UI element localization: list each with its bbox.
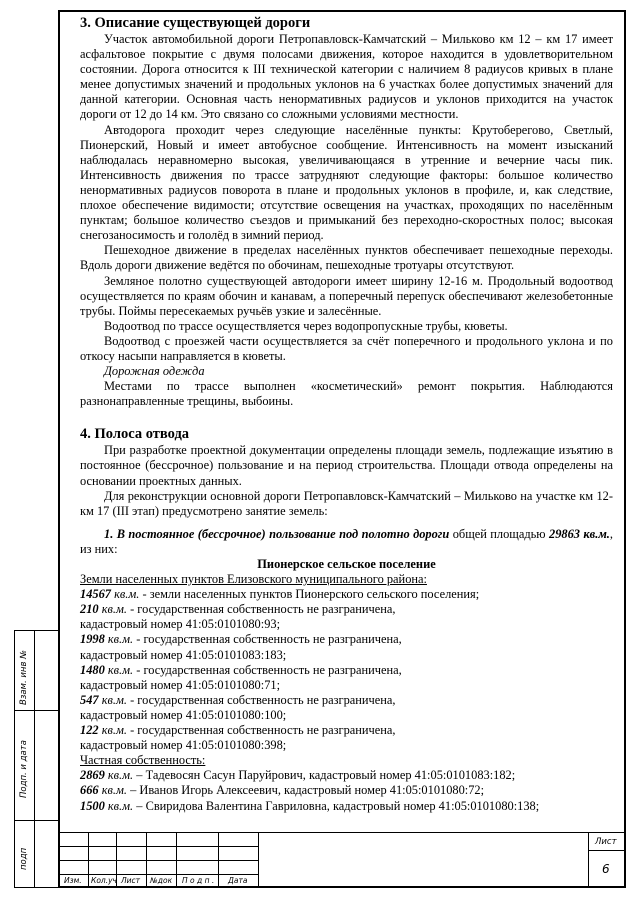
land-entry-unit: кв.м.	[98, 602, 127, 617]
land-entry-text: - земли населенных пунктов Пионерского сельского поселения;	[139, 587, 480, 602]
private-entry-text: – Свиридова Валентина Гавриловна, кадастровый номер 41:05:0101080:138;	[133, 798, 540, 813]
land-entry-area: 210	[80, 602, 99, 617]
stamp-podp: П о д п .	[182, 876, 215, 885]
land-entry-text: - государственная собственность не разграничена,	[133, 662, 402, 677]
private-entry-unit: кв.м.	[98, 783, 127, 798]
section-4-heading: 4. Полоса отвода	[80, 426, 190, 443]
podp-label: подп	[19, 847, 29, 870]
private-entries-list	[80, 768, 613, 813]
paragraph: Пешеходное движение в пределах населённых пунктов обеспечивает пешеходные переходы. Вдоль дороги движение ведётся по обочинам, пешеходные тротуары отсутствуют.	[80, 243, 613, 273]
land-entry-unit: кв.м.	[110, 587, 140, 602]
land-entry-text: - государственная собственность не разграничена,	[126, 723, 396, 738]
private-entry-text: – Тадевосян Сасун Паруйрович, кадастровый номер 41:05:0101083:182;	[133, 768, 516, 783]
land-entry-text: - государственная собственность не разграничена,	[126, 692, 396, 707]
land-entry-area: 547	[80, 692, 99, 707]
land-entry-cadastral: кадастровый номер 41:05:0101080:93;	[80, 617, 281, 632]
stamp-data: Дата	[228, 876, 248, 885]
land-entry	[80, 632, 613, 647]
land-entries-list	[80, 587, 613, 753]
stamp-ndok: №док	[150, 876, 173, 885]
title-block	[58, 832, 626, 888]
stamp-koluch: Кол.уч	[91, 876, 117, 885]
land-entry-unit: кв.м.	[104, 632, 134, 647]
paragraph: Автодорога проходит через следующие населённые пункты: Крутоберегово, Светлый, Пионерский, Новый и имеет автобусное сообщение. Интенсивность на момент изысканий наблюдалась неравномерно высокая, увеличивающаяся в утренние и вечерние часы пик. Интенсивность движения по трассе затрудняют следующие факторы: большое количество ненормативных радиусов поворота в плане и продольных уклонов в профиле, и, как следствие, плохое обеспечение видимости; отсутствие освещения на участках, проходящих по населённым пунктам; большое количество съездов и примыканий без переходно-скоростных полос; высокая снегозаносимость и гололёд в зимний период.	[80, 122, 613, 243]
subheading-road-surface: Дорожная одежда	[104, 364, 205, 379]
settlement-title: Пионерское сельское поселение	[257, 557, 436, 571]
item-1: 1. В постоянное (бессрочное) пользование под полотно дороги общей площадью 29863 кв.м., из них:	[80, 526, 614, 556]
land-entry-area: 1998	[80, 632, 105, 647]
private-entry-area: 2869	[80, 768, 105, 783]
paragraph: Местами по трассе выполнен «косметический» ремонт покрытия. Наблюдаются разнонаправленные трещины, выбоины.	[80, 379, 613, 409]
stamp-list: Лист	[121, 876, 141, 885]
margin-strip	[14, 630, 58, 888]
private-entry	[80, 768, 613, 783]
paragraph: Водоотвод с проезжей части осуществляется за счёт поперечного и продольного уклона и по откосу насыпи направляется в кюветы.	[80, 333, 613, 363]
lands-heading: Земли населенных пунктов Елизовского муниципального района:	[80, 572, 427, 587]
sheet-label: Лист	[595, 837, 617, 847]
item-1-area: 29863 кв.м.	[549, 526, 610, 541]
land-entry-text: - государственная собственность не разграничена,	[133, 632, 402, 647]
private-entry	[80, 799, 613, 814]
section-3-heading: 3. Описание существующей дороги	[80, 15, 311, 31]
private-entry-text: – Иванов Игорь Алексеевич, кадастровый номер 41:05:0101080:72;	[126, 783, 485, 798]
private-entry-unit: кв.м.	[104, 768, 134, 783]
land-entry	[80, 723, 613, 738]
land-entry-cadastral: кадастровый номер 41:05:0101080:71;	[80, 677, 281, 692]
land-entry-cadastral: кадастровый номер 41:05:0101083:183;	[80, 647, 287, 662]
land-entry-area: 14567	[80, 587, 111, 602]
land-entry-cadastral: кадастровый номер 41:05:0101080:100;	[80, 707, 287, 722]
sheet-number: 6	[602, 862, 610, 876]
land-entry-area: 122	[80, 723, 99, 738]
document-body	[80, 14, 613, 814]
land-entry	[80, 693, 613, 708]
land-entry-area: 1480	[80, 662, 105, 677]
sign-date-label: Подп. и дата	[19, 740, 29, 798]
item-1-title: 1. В постоянное (бессрочное) пользование под полотно дороги	[104, 526, 450, 541]
land-entry-cadastral: кадастровый номер 41:05:0101080:398;	[80, 738, 287, 753]
paragraph: Для реконструкции основной дороги Петропавловск-Камчатский – Мильково на участке км 12-км 17 (III этап) предусмотрено занятие земель:	[80, 488, 613, 518]
inv-number-label: Взам. инв №	[19, 649, 29, 705]
land-entry-unit: кв.м.	[98, 692, 127, 707]
land-entry	[80, 602, 613, 617]
paragraph: Земляное полотно существующей автодороги имеет ширину 12-16 м. Продольный водоотвод осуществляется по краям обочин и канавам, а поперечный перепуск обеспечивают железобетонные трубы. Поймы пересекаемых ручьёв узкие и залесённые.	[80, 273, 613, 318]
private-entry	[80, 783, 613, 798]
paragraph: Водоотвод по трассе осуществляется через водопропускные трубы, кюветы.	[104, 318, 508, 333]
private-entry-area: 1500	[80, 798, 105, 813]
stamp-izm: Изм.	[64, 876, 82, 885]
land-entry-text: - государственная собственность не разграничена,	[126, 602, 396, 617]
paragraph: При разработке проектной документации определены площади земель, подлежащие изъятию в постоянное (бессрочное) пользование и на период строительства. Площади отвода определены на основании проектных данных.	[80, 443, 613, 488]
land-entry-unit: кв.м.	[104, 662, 134, 677]
land-entry	[80, 587, 613, 602]
private-entry-area: 666	[80, 783, 99, 798]
land-entry	[80, 663, 613, 678]
paragraph: Участок автомобильной дороги Петропавловск-Камчатский – Мильково км 12 – км 17 имеет асфальтовое покрытие с двумя полосами движения, которое находится в удовлетворительном состоянии. Дорога относится к III технической категории с наличием 8 радиусов кривых в плане менее допустимых значений и продольных уклонов на 6 участках более допустимых значений для данной категории. Основная часть ненормативных радиусов и уклонов приходится на участок дороги от 12 до 14 км. Это связано со сложными условиями местности.	[80, 32, 613, 122]
private-entry-unit: кв.м.	[104, 798, 134, 813]
land-entry-unit: кв.м.	[98, 723, 127, 738]
private-heading: Частная собственность:	[80, 753, 206, 768]
